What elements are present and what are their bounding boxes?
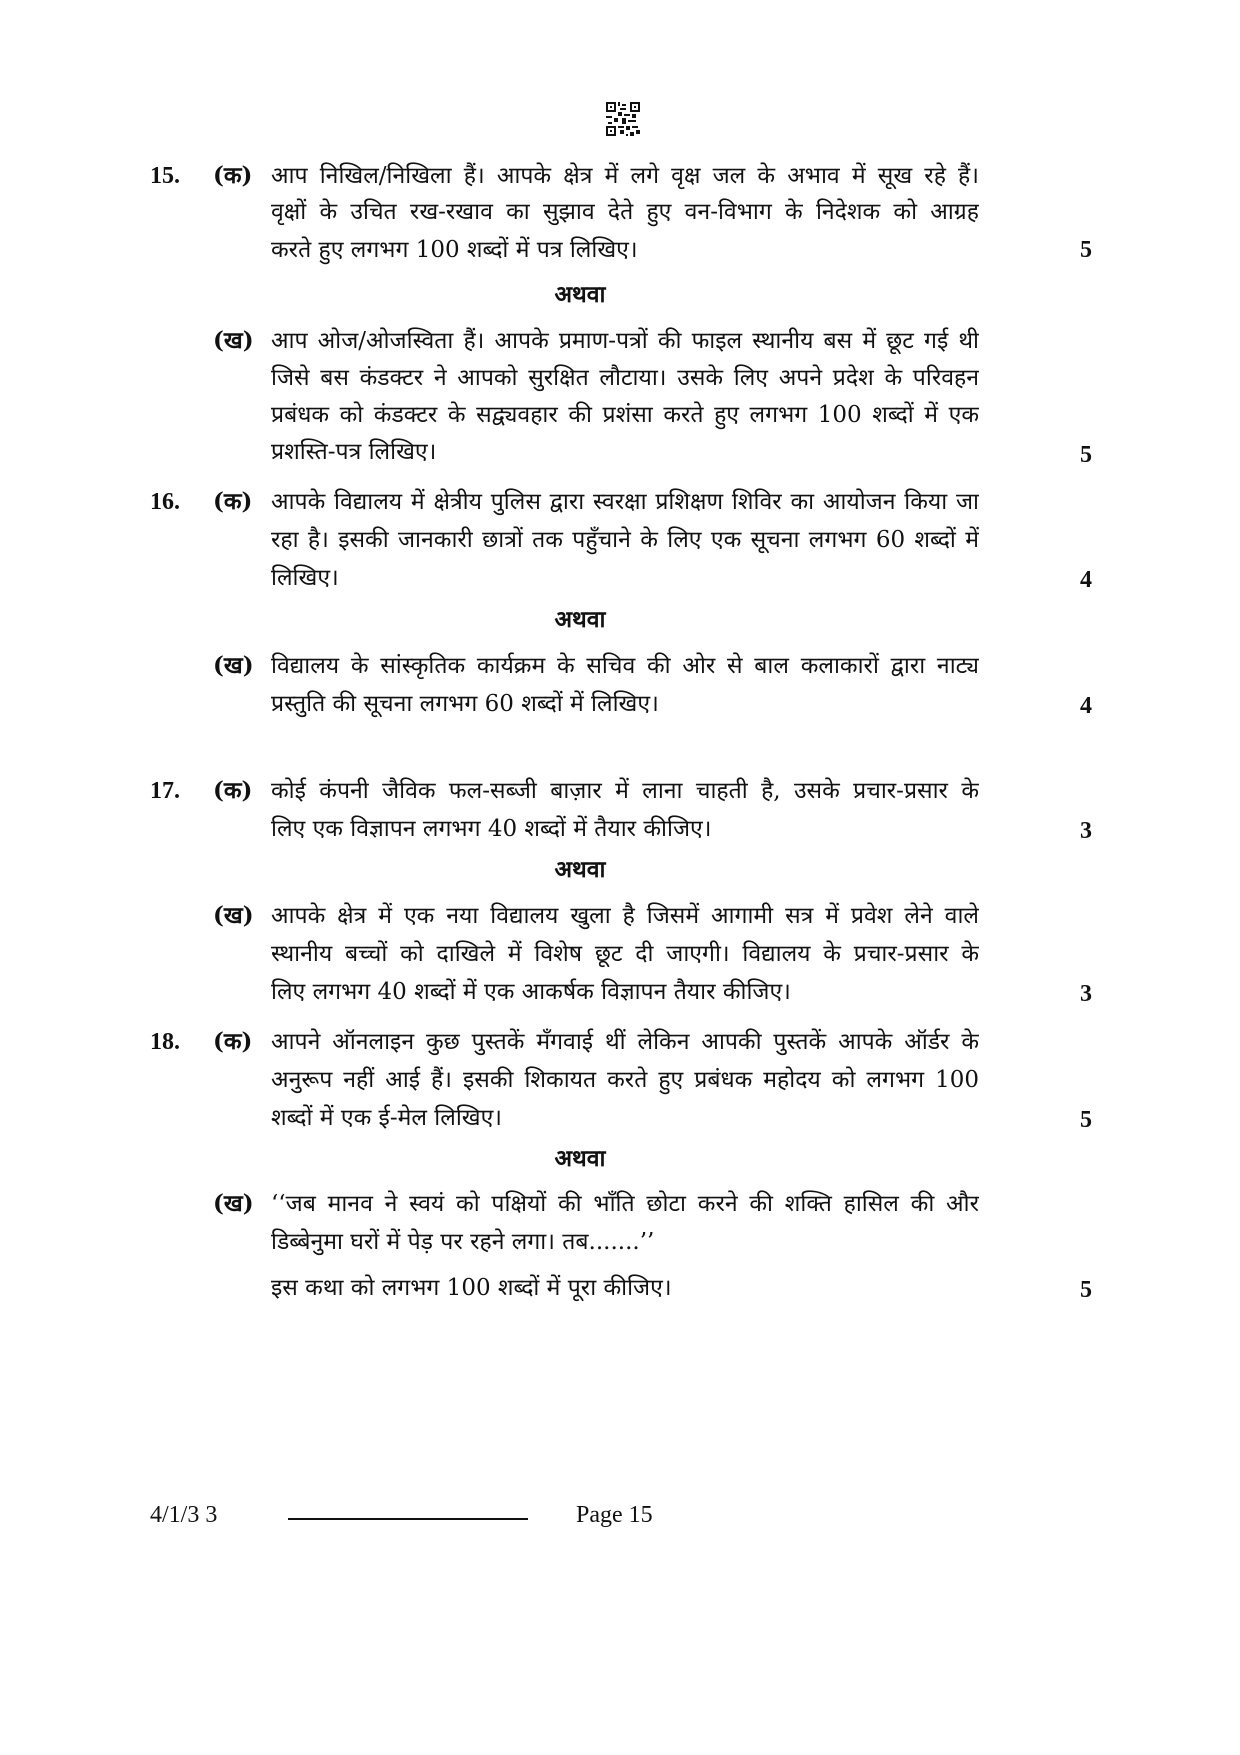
or-separator: अथवा	[554, 856, 606, 883]
question-text-line: डिब्बेनुमा घरों में पेड़ पर रहने लगा। तब.......’’	[271, 1229, 655, 1255]
question-text-line: वृक्षों के उचित रख-रखाव का सुझाव देते हुए वन-विभाग के निदेशक को आग्रह	[271, 199, 979, 225]
page-number: Page 15	[576, 1502, 653, 1528]
question-number: 17.	[150, 778, 180, 804]
marks: 5	[1080, 237, 1092, 263]
option-label: (ख)	[213, 327, 254, 354]
option-label: (ख)	[213, 1190, 254, 1217]
question-text-line: ‘‘जब मानव ने स्वयं को पक्षियों की भाँति छोटा करने की शक्ति हासिल की और	[271, 1191, 979, 1217]
marks: 5	[1080, 442, 1092, 468]
option-label: (क)	[213, 488, 253, 515]
marks: 5	[1080, 1277, 1092, 1303]
question-text-line: आप ओज/ओजस्विता हैं। आपके प्रमाण-पत्रों की फाइल स्थानीय बस में छूट गई थी	[271, 328, 979, 354]
question-text-line: विद्यालय के सांस्कृतिक कार्यक्रम के सचिव की ओर से बाल कलाकारों द्वारा नाट्य	[271, 653, 979, 679]
question-text-line: प्रशस्ति-पत्र लिखिए।	[271, 439, 437, 465]
question-text-line: रहा है। इसकी जानकारी छात्रों तक पहुँचाने के लिए एक सूचना लगभग 60 शब्दों में	[271, 527, 979, 553]
option-label: (ख)	[213, 652, 254, 679]
question-text-line: आपके क्षेत्र में एक नया विद्यालय खुला है जिसमें आगामी सत्र में प्रवेश लेने वाले	[271, 903, 979, 929]
question-text-line: लिखिए।	[271, 565, 339, 591]
question-text-line: इस कथा को लगभग 100 शब्दों में पूरा कीजिए।	[271, 1275, 672, 1301]
question-number: 16.	[150, 489, 180, 515]
question-text-line: स्थानीय बच्चों को दाखिले में विशेष छूट दी जाएगी। विद्यालय के प्रचार-प्रसार के	[271, 941, 979, 967]
paper-code: 4/1/3 3	[150, 1502, 218, 1528]
marks: 3	[1080, 818, 1092, 844]
or-separator: अथवा	[554, 606, 606, 633]
question-text-line: प्रस्तुति की सूचना लगभग 60 शब्दों में लिखिए।	[271, 691, 659, 717]
option-label: (ख)	[213, 902, 254, 929]
marks: 5	[1080, 1107, 1092, 1133]
qr-code-icon	[606, 102, 640, 136]
question-text-line: आपने ऑनलाइन कुछ पुस्तकें मँगवाई थीं लेकिन आपकी पुस्तकें आपके ऑर्डर के	[271, 1029, 979, 1055]
question-text-line: लिए एक विज्ञापन लगभग 40 शब्दों में तैयार कीजिए।	[271, 816, 712, 842]
question-text-line: कोई कंपनी जैविक फल-सब्जी बाज़ार में लाना चाहती है, उसके प्रचार-प्रसार के	[271, 778, 979, 804]
marks: 3	[1080, 981, 1092, 1007]
question-number: 15.	[150, 163, 180, 189]
question-number: 18.	[150, 1029, 180, 1055]
question-text-line: करते हुए लगभग 100 शब्दों में पत्र लिखिए।	[271, 237, 638, 263]
question-text-line: अनुरूप नहीं आई हैं। इसकी शिकायत करते हुए प्रबंधक महोदय को लगभग 100	[271, 1067, 979, 1093]
option-label: (क)	[213, 777, 253, 804]
or-separator: अथवा	[554, 281, 606, 308]
question-text-line: जिसे बस कंडक्टर ने आपको सुरक्षित लौटाया। उसके लिए अपने प्रदेश के परिवहन	[271, 365, 979, 391]
question-text-line: प्रबंधक को कंडक्टर के सद्व्यवहार की प्रशंसा करते हुए लगभग 100 शब्दों में एक	[271, 402, 979, 428]
marks: 4	[1080, 567, 1092, 593]
question-text-line: शब्दों में एक ई-मेल लिखिए।	[271, 1105, 503, 1131]
option-label: (क)	[213, 162, 253, 189]
option-label: (क)	[213, 1028, 253, 1055]
marks: 4	[1080, 693, 1092, 719]
footer-divider	[288, 1518, 528, 1520]
question-text-line: आपके विद्यालय में क्षेत्रीय पुलिस द्वारा स्वरक्षा प्रशिक्षण शिविर का आयोजन किया जा	[271, 489, 979, 515]
question-text-line: आप निखिल/निखिला हैं। आपके क्षेत्र में लगे वृक्ष जल के अभाव में सूख रहे हैं।	[271, 163, 979, 189]
question-text-line: लिए लगभग 40 शब्दों में एक आकर्षक विज्ञापन तैयार कीजिए।	[271, 979, 791, 1005]
or-separator: अथवा	[554, 1145, 606, 1172]
